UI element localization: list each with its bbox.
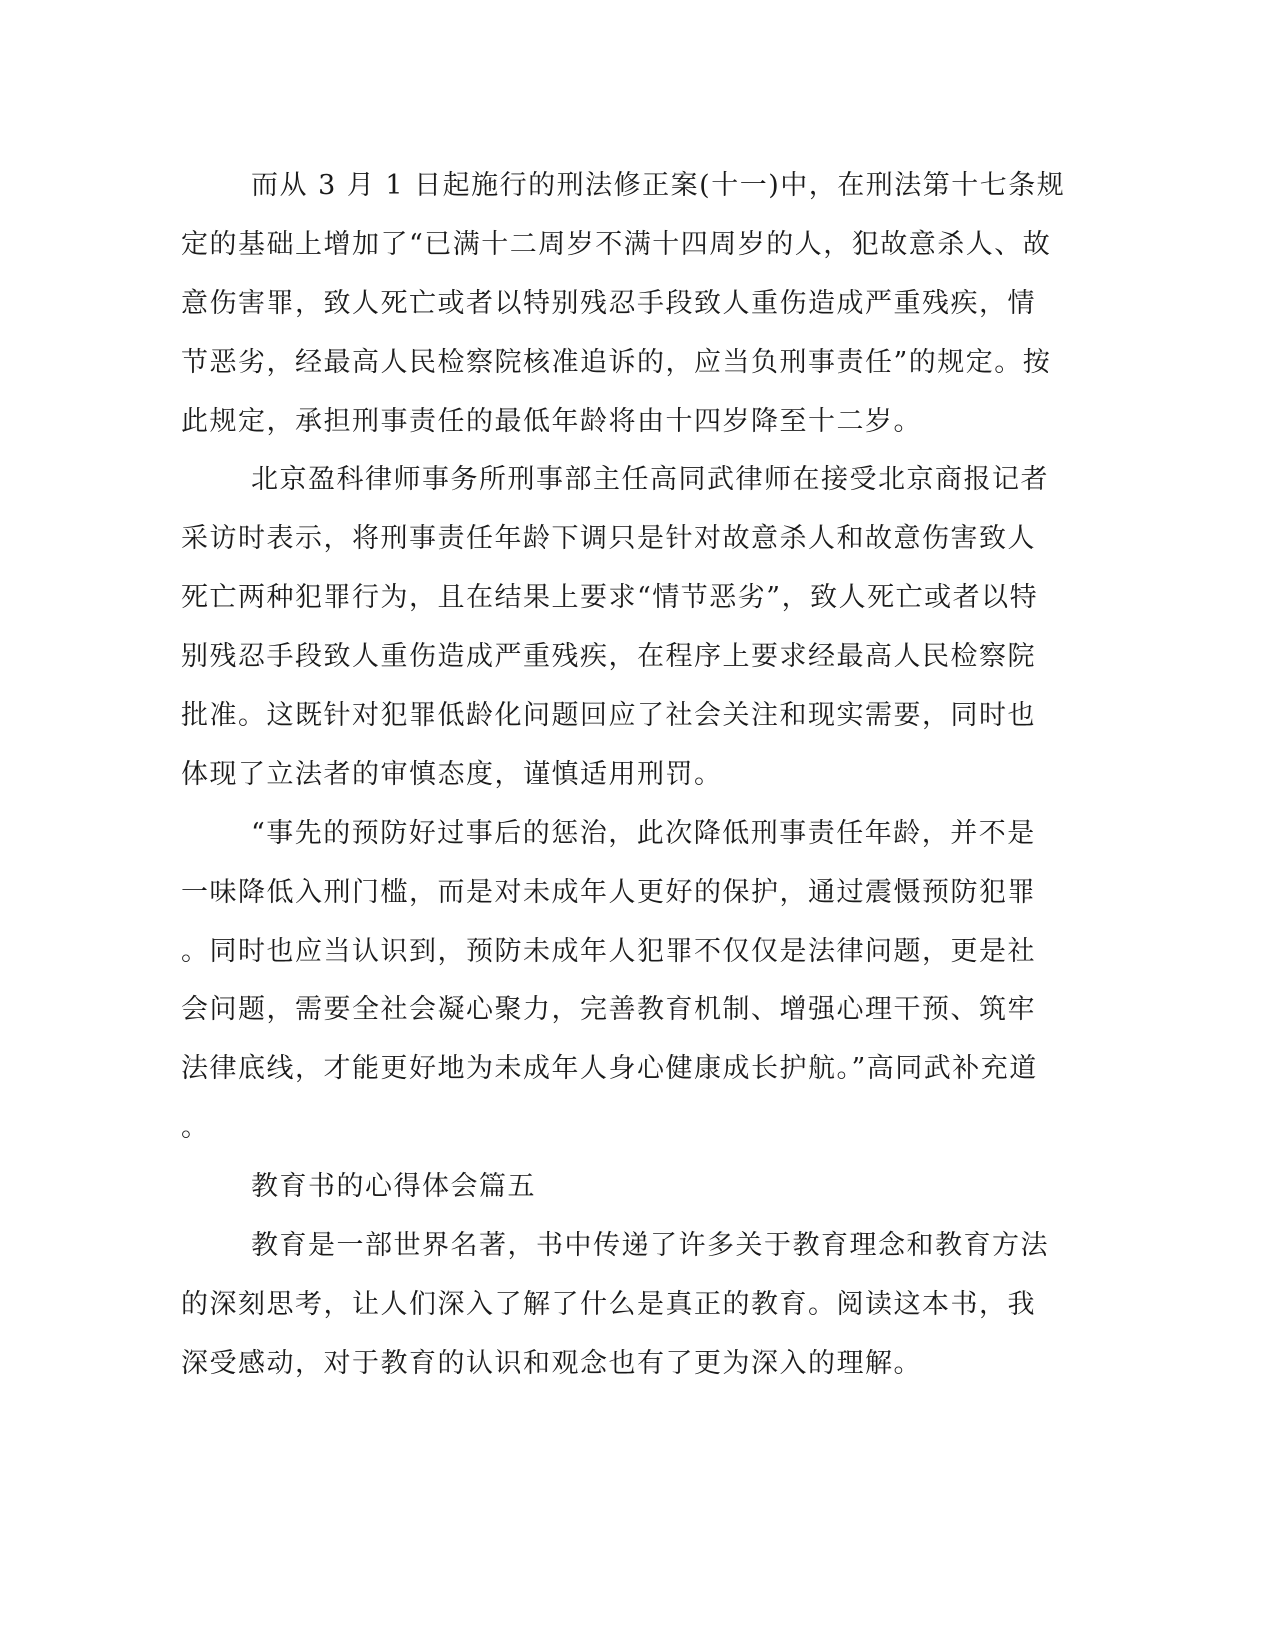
paragraph-line: 。同时也应当认识到，预防未成年人犯罪不仅仅是法律问题，更是社 (181, 935, 1036, 967)
paragraph-line: 法律底线，才能更好地为未成年人身心健康成长护航。”高同武补充道 (181, 1053, 1038, 1085)
paragraph-line: 的深刻思考，让人们深入了解了什么是真正的教育。阅读这本书，我 (181, 1288, 1036, 1320)
paragraph-line: 意伤害罪，致人死亡或者以特别残忍手段致人重伤造成严重残疾，情 (181, 287, 1036, 319)
paragraph-3 (181, 805, 1038, 1158)
paragraph-1 (181, 157, 1066, 451)
paragraph-line: 批准。这既针对犯罪低龄化问题回应了社会关注和现实需要，同时也 (181, 700, 1036, 732)
paragraph-line: 一味降低入刑门槛，而是对未成年人更好的保护，通过震慑预防犯罪 (181, 876, 1036, 908)
paragraph-line: 死亡两种犯罪行为，且在结果上要求“情节恶劣”，致人死亡或者以特 (181, 582, 1039, 614)
paragraph-line: 体现了立法者的审慎态度，谨慎适用刑罚。 (181, 758, 723, 790)
paragraph-line: 深受感动，对于教育的认识和观念也有了更为深入的理解。 (181, 1347, 922, 1379)
paragraph-line: 会问题，需要全社会凝心聚力，完善教育机制、增强心理干预、筑牢 (181, 994, 1036, 1026)
paragraph-line: 此规定，承担刑事责任的最低年龄将由十四岁降至十二岁。 (181, 405, 922, 437)
paragraph-line: “事先的预防好过事后的惩治，此次降低刑事责任年龄，并不是 (251, 817, 1036, 849)
paragraph-line: 节恶劣，经最高人民检察院核准追诉的，应当负刑事责任”的规定。按 (181, 346, 1052, 378)
paragraph-line: 教育是一部世界名著，书中传递了许多关于教育理念和教育方法 (251, 1230, 1049, 1262)
paragraph-line: 北京盈科律师事务所刑事部主任高同武律师在接受北京商报记者 (251, 464, 1049, 496)
paragraph-line: 。 (181, 1112, 210, 1144)
paragraph-4 (181, 1217, 1049, 1394)
paragraph-line: 而从 3 月 1 日起施行的刑法修正案(十一)中，在刑法第十七条规 (251, 170, 1066, 201)
paragraph-line: 别残忍手段致人重伤造成严重残疾，在程序上要求经最高人民检察院 (181, 641, 1036, 673)
paragraph-line: 定的基础上增加了“已满十二周岁不满十四周岁的人，犯故意杀人、故 (181, 228, 1052, 260)
paragraph-2 (181, 451, 1049, 804)
section-heading: 教育书的心得体会篇五 (251, 1171, 536, 1203)
body-text (181, 157, 1066, 1394)
paragraph-line: 采访时表示，将刑事责任年龄下调只是针对故意杀人和故意伤害致人 (181, 523, 1036, 555)
